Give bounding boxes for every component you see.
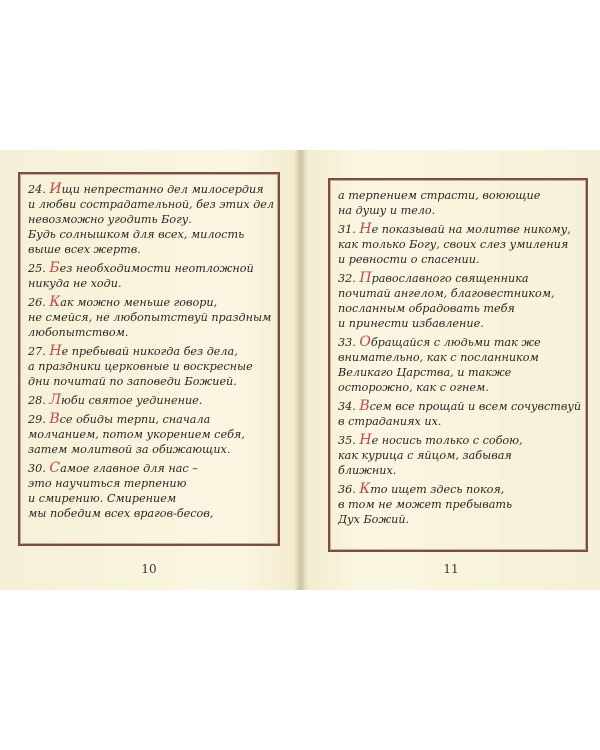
page-number: 11 xyxy=(443,562,459,576)
entry-25: 25. Без необходимости неотложной никуда не ходи. xyxy=(28,260,254,290)
entry-34: 34. Всем все прощай и всем сочувствуй в страданиях их. xyxy=(338,398,582,428)
drop-capital: Б xyxy=(49,260,60,276)
book-spread xyxy=(0,150,600,590)
drop-capital: П xyxy=(359,270,372,286)
entry-26: 26. Как можно меньше говори, не смейся, не любопытствуй праздным любопытством. xyxy=(28,294,272,339)
entry-33: 33. Обращайся с людьми так же внимательно, как с посланником Великаго Царства, и также осторожно, как с огнем. xyxy=(338,334,541,394)
page-number: 10 xyxy=(141,562,157,576)
entry-35: 35. Не носись только с собою, как курица с яйцом, забывая ближних. xyxy=(338,432,523,477)
right-page-text xyxy=(338,188,580,544)
entry-27: 27. Не пребывай никогда без дела, а праздники церковные и воскресные дни почитай по заповеди Божией. xyxy=(28,343,253,388)
entry-28: 28. Люби святое уединение. xyxy=(28,392,203,408)
drop-capital: О xyxy=(359,334,371,350)
drop-capital: С xyxy=(49,460,61,476)
entry-36: 36. Кто ищет здесь покоя, в том не может пребывать Дух Божий. xyxy=(338,481,513,526)
continued-entry-30: а терпением страсти, воюющие на душу и тело. xyxy=(338,189,541,217)
drop-capital: В xyxy=(49,411,60,427)
left-page-text xyxy=(28,181,275,538)
left-page-frame xyxy=(18,172,280,546)
left-page xyxy=(0,150,298,590)
drop-capital: Н xyxy=(359,432,372,448)
entry-29: 29. Все обиды терпи, сначала молчанием, потом укорением себя, затем молитвой за обижающих. xyxy=(28,411,245,456)
drop-capital: И xyxy=(49,181,62,197)
drop-capital: К xyxy=(49,294,61,310)
entry-30: 30. Самое главное для нас – это научиться терпению и смирению. Смирением мы победим всех врагов-бесов, xyxy=(28,460,214,520)
entry-31: 31. Не показывай на молитве никому, как только Богу, своих слез умиления и ревности о спасении. xyxy=(338,221,571,266)
drop-capital: Н xyxy=(49,343,62,359)
drop-capital: В xyxy=(359,398,370,414)
entry-24: 24. Ищи непрестанно дел милосердия и любви сострадательной, без этих дел невозможно угодить Богу. Будь солнышком для всех, милость выше всех жертв. xyxy=(28,181,275,256)
drop-capital: К xyxy=(359,481,371,497)
right-page xyxy=(302,150,600,590)
drop-capital: Л xyxy=(49,392,62,408)
right-page-frame xyxy=(328,178,588,552)
drop-capital: Н xyxy=(359,221,372,237)
entry-32: 32. Православного священника почитай ангелом, благовестником, посланным обрадовать тебя и принести избавление. xyxy=(338,270,555,330)
